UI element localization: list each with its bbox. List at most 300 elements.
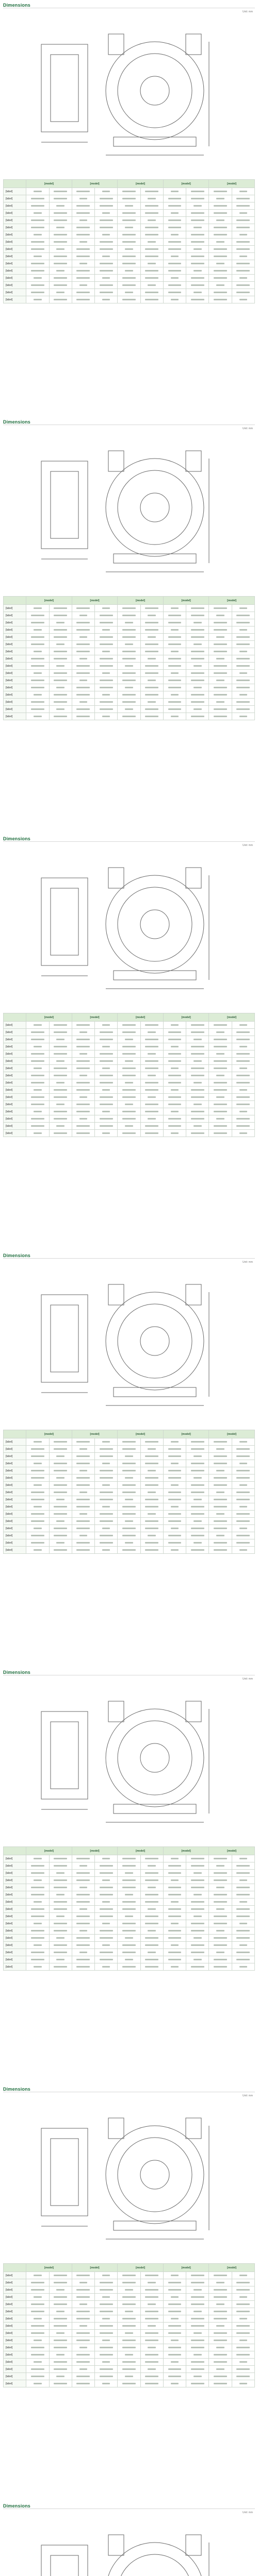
spec-cell [209, 1467, 232, 1475]
spec-cell [118, 2337, 140, 2344]
spec-cell [186, 267, 209, 275]
spec-cell [49, 1935, 72, 1942]
spec-cell [72, 1884, 94, 1891]
unreadable-value-placeholder [31, 1118, 44, 1120]
unreadable-value-placeholder [79, 636, 88, 638]
outlet-port [186, 34, 201, 55]
table-row [4, 2351, 255, 2359]
unreadable-value-placeholder [145, 716, 158, 717]
unreadable-value-placeholder [31, 701, 44, 703]
unreadable-value-placeholder [145, 629, 158, 631]
spec-cell [49, 1058, 72, 1065]
unreadable-value-placeholder [168, 2282, 182, 2283]
spec-cell [209, 1036, 232, 1043]
spec-cell [26, 2308, 49, 2315]
unreadable-value-placeholder [54, 2303, 67, 2305]
spec-cell [186, 2337, 209, 2344]
unreadable-value-placeholder [76, 1499, 90, 1500]
table-row [4, 260, 255, 267]
spec-cell [118, 1460, 140, 1467]
spec-cell [163, 663, 186, 670]
unreadable-value-placeholder [100, 1520, 113, 1522]
spec-cell [118, 1115, 140, 1123]
unreadable-value-placeholder [216, 1492, 224, 1493]
table-row [4, 1050, 255, 1058]
unreadable-value-placeholder [56, 205, 64, 207]
unreadable-value-placeholder [125, 2376, 133, 2377]
impeller-hub-circle [140, 1743, 169, 1772]
unreadable-value-placeholder [239, 2275, 248, 2276]
spec-cell [209, 713, 232, 720]
unreadable-value-placeholder [168, 1031, 182, 1033]
spec-cell [49, 260, 72, 267]
spec-cell [163, 612, 186, 619]
spec-cell [26, 246, 49, 253]
unreadable-value-placeholder [122, 1484, 136, 1486]
unreadable-value-placeholder [122, 629, 136, 631]
unreadable-value-placeholder [239, 2340, 248, 2341]
spec-cell [49, 2380, 72, 2387]
spec-cell [140, 1547, 163, 1554]
row-label: [label] [4, 2380, 26, 2387]
unreadable-value-placeholder [34, 672, 42, 674]
unreadable-value-placeholder [34, 1901, 42, 1903]
unreadable-value-placeholder [168, 270, 182, 272]
unreadable-value-placeholder [54, 1944, 67, 1946]
unreadable-value-placeholder [76, 1528, 90, 1529]
spec-cell [118, 1891, 140, 1899]
spec-cell [49, 1101, 72, 1108]
spec-cell [232, 296, 254, 303]
unreadable-value-placeholder [76, 212, 90, 214]
spec-cell [26, 1101, 49, 1108]
spec-cell [95, 1963, 118, 1971]
spec-cell [72, 202, 94, 210]
unreadable-value-placeholder [56, 2289, 64, 2291]
unreadable-value-placeholder [54, 2340, 67, 2341]
spec-cell [72, 1123, 94, 1130]
unreadable-value-placeholder [31, 2311, 44, 2312]
spec-cell [72, 1438, 94, 1446]
spec-cell [140, 1942, 163, 1949]
spec-cell [209, 231, 232, 239]
row-label: [label] [4, 210, 26, 217]
unreadable-value-placeholder [54, 2318, 67, 2319]
unreadable-value-placeholder [79, 1952, 88, 1953]
spec-cell [26, 1043, 49, 1050]
spec-cell [49, 1949, 72, 1956]
spec-cell [163, 605, 186, 612]
spec-cell [72, 1539, 94, 1547]
table-row [4, 1927, 255, 1935]
unreadable-value-placeholder [171, 1944, 179, 1946]
spec-cell [118, 260, 140, 267]
spec-cell [232, 1862, 254, 1870]
unreadable-value-placeholder [168, 248, 182, 250]
spec-cell [232, 2351, 254, 2359]
spec-cell [72, 1475, 94, 1482]
spec-cell [209, 641, 232, 648]
housing-outer-circle [106, 875, 204, 973]
unreadable-value-placeholder [236, 248, 250, 250]
unit-note: Unit: mm [243, 2094, 253, 2097]
table-row [4, 282, 255, 289]
table-row [4, 1547, 255, 1554]
unreadable-value-placeholder [191, 2347, 204, 2348]
unreadable-value-placeholder [214, 1937, 227, 1939]
unreadable-value-placeholder [214, 2275, 227, 2276]
spec-cell [26, 239, 49, 246]
row-label: [label] [4, 1511, 26, 1518]
unreadable-value-placeholder [191, 1528, 204, 1529]
spec-cell [140, 231, 163, 239]
spec-cell [72, 2323, 94, 2330]
spec-cell [72, 2301, 94, 2308]
spec-cell [26, 1496, 49, 1503]
unreadable-value-placeholder [54, 1865, 67, 1867]
unreadable-value-placeholder [34, 2383, 42, 2384]
unreadable-value-placeholder [214, 191, 227, 192]
unreadable-value-placeholder [168, 1053, 182, 1055]
unreadable-value-placeholder [236, 205, 250, 207]
unreadable-value-placeholder [216, 1470, 224, 1471]
unreadable-value-placeholder [171, 1089, 179, 1091]
unreadable-value-placeholder [191, 1930, 204, 1931]
unreadable-value-placeholder [100, 687, 113, 688]
spec-cell [49, 195, 72, 202]
model-name: [model] [163, 2264, 209, 2272]
spec-cell [118, 1920, 140, 1927]
spec-cell [186, 1453, 209, 1460]
spec-cell [186, 239, 209, 246]
unreadable-value-placeholder [31, 680, 44, 681]
model-name: [model] [26, 1847, 72, 1855]
model-header-row [4, 1013, 255, 1022]
unreadable-value-placeholder [145, 2318, 158, 2319]
spec-cell [49, 1532, 72, 1539]
spec-cell [72, 1496, 94, 1503]
spec-cell [163, 1130, 186, 1137]
unreadable-value-placeholder [148, 219, 156, 221]
unreadable-value-placeholder [122, 716, 136, 717]
spec-cell [232, 1963, 254, 1971]
spec-cell [163, 1518, 186, 1525]
unreadable-value-placeholder [214, 1039, 227, 1040]
spec-cell [72, 1547, 94, 1554]
unreadable-value-placeholder [102, 2361, 110, 2363]
table-row [4, 1475, 255, 1482]
unreadable-value-placeholder [54, 607, 67, 609]
spec-cell [232, 663, 254, 670]
unreadable-value-placeholder [31, 1513, 44, 1515]
unit-note: Unit: mm [243, 1677, 253, 1681]
row-label: [label] [4, 1532, 26, 1539]
unreadable-value-placeholder [145, 212, 158, 214]
unreadable-value-placeholder [191, 1111, 204, 1112]
spec-cell [118, 195, 140, 202]
unreadable-value-placeholder [191, 1470, 204, 1471]
unreadable-value-placeholder [171, 1966, 179, 1968]
unreadable-value-placeholder [236, 1535, 250, 1536]
spec-cell [26, 2286, 49, 2294]
unreadable-value-placeholder [34, 1549, 42, 1551]
unreadable-value-placeholder [34, 1528, 42, 1529]
unreadable-value-placeholder [31, 1082, 44, 1083]
spec-cell [232, 1108, 254, 1115]
housing-outer-circle [106, 2543, 204, 2576]
unreadable-value-placeholder [145, 2376, 158, 2377]
spec-cell [209, 1094, 232, 1101]
table-row [4, 2308, 255, 2315]
spec-cell [163, 260, 186, 267]
spec-cell [209, 1906, 232, 1913]
unreadable-value-placeholder [54, 629, 67, 631]
spec-cell [140, 1511, 163, 1518]
spec-cell [186, 2366, 209, 2373]
spec-cell [26, 253, 49, 260]
spec-cell [186, 670, 209, 677]
unreadable-value-placeholder [102, 1923, 110, 1924]
spec-cell [140, 289, 163, 296]
spec-cell [26, 1503, 49, 1511]
unreadable-value-placeholder [236, 263, 250, 264]
spec-cell [232, 1036, 254, 1043]
spec-cell [118, 1963, 140, 1971]
spec-cell [118, 231, 140, 239]
spec-cell [209, 1525, 232, 1532]
row-label: [label] [4, 1022, 26, 1029]
unreadable-value-placeholder [76, 1858, 90, 1859]
table-row [4, 2337, 255, 2344]
unreadable-value-placeholder [236, 1060, 250, 1062]
unreadable-value-placeholder [122, 615, 136, 616]
row-label: [label] [4, 1130, 26, 1137]
row-label: [label] [4, 1884, 26, 1891]
unreadable-value-placeholder [145, 1463, 158, 1464]
spec-cell [209, 1532, 232, 1539]
spec-cell [72, 1130, 94, 1137]
unreadable-value-placeholder [214, 234, 227, 235]
spec-cell [163, 2308, 186, 2315]
unreadable-value-placeholder [236, 198, 250, 199]
unreadable-value-placeholder [216, 2347, 224, 2348]
spec-cell [140, 1438, 163, 1446]
spec-cell [118, 1022, 140, 1029]
spec-cell [140, 1906, 163, 1913]
unreadable-value-placeholder [191, 2303, 204, 2305]
unreadable-value-placeholder [54, 1031, 67, 1033]
unreadable-value-placeholder [31, 2303, 44, 2305]
spec-cell [163, 239, 186, 246]
unreadable-value-placeholder [54, 636, 67, 638]
unreadable-value-placeholder [122, 2318, 136, 2319]
unreadable-value-placeholder [76, 1959, 90, 1960]
unit-note: Unit: mm [243, 1261, 253, 1264]
spec-cell [95, 677, 118, 684]
unreadable-value-placeholder [214, 1923, 227, 1924]
unreadable-value-placeholder [76, 1024, 90, 1026]
spec-cell [209, 663, 232, 670]
unreadable-value-placeholder [100, 1513, 113, 1515]
row-label: [label] [4, 641, 26, 648]
unreadable-value-placeholder [239, 694, 248, 696]
unreadable-value-placeholder [145, 1937, 158, 1939]
spec-cell [232, 2366, 254, 2373]
spec-cell [49, 202, 72, 210]
spec-cell [186, 699, 209, 706]
spec-cell [163, 619, 186, 626]
spec-cell [163, 634, 186, 641]
unreadable-value-placeholder [31, 636, 44, 638]
spec-cell [163, 231, 186, 239]
spec-cell [209, 691, 232, 699]
unreadable-value-placeholder [31, 1542, 44, 1544]
spec-cell [26, 691, 49, 699]
spec-cell [163, 2380, 186, 2387]
spec-cell [26, 648, 49, 655]
unreadable-value-placeholder [54, 2368, 67, 2370]
spec-cell [118, 1525, 140, 1532]
spec-cell [163, 1043, 186, 1050]
blower-dimension-drawing [36, 2097, 222, 2252]
unreadable-value-placeholder [100, 2311, 113, 2312]
unreadable-value-placeholder [122, 2383, 136, 2384]
unreadable-value-placeholder [31, 2376, 44, 2377]
unreadable-value-placeholder [191, 672, 204, 674]
housing-outer-circle [106, 2126, 204, 2224]
spec-cell [72, 1036, 94, 1043]
row-label: [label] [4, 663, 26, 670]
unreadable-value-placeholder [216, 2325, 224, 2327]
unreadable-value-placeholder [236, 227, 250, 228]
spec-cell [118, 1043, 140, 1050]
unreadable-value-placeholder [216, 1096, 224, 1098]
unreadable-value-placeholder [54, 1096, 67, 1098]
unreadable-value-placeholder [168, 1039, 182, 1040]
side-view-outline [41, 878, 88, 965]
spec-cell [140, 2272, 163, 2279]
unreadable-value-placeholder [239, 1506, 248, 1507]
spec-cell [26, 267, 49, 275]
spec-cell [163, 2373, 186, 2380]
spec-cell [186, 641, 209, 648]
spec-cell [26, 663, 49, 670]
spec-cell [140, 246, 163, 253]
unreadable-value-placeholder [236, 1039, 250, 1040]
unreadable-value-placeholder [79, 2347, 88, 2348]
spec-cell [26, 1058, 49, 1065]
unreadable-value-placeholder [168, 1082, 182, 1083]
unreadable-value-placeholder [145, 1104, 158, 1105]
unreadable-value-placeholder [236, 2282, 250, 2283]
spec-cell [118, 2366, 140, 2373]
spec-cell [118, 641, 140, 648]
unreadable-value-placeholder [125, 1872, 133, 1874]
spec-cell [95, 655, 118, 663]
spec-cell [26, 2279, 49, 2286]
spec-cell [49, 1072, 72, 1079]
section-title: Dimensions [3, 2087, 31, 2092]
spec-cell [140, 2351, 163, 2359]
unreadable-value-placeholder [145, 1089, 158, 1091]
housing-inner-circle [118, 54, 192, 128]
unreadable-value-placeholder [239, 1463, 248, 1464]
model-name: [model] [118, 1847, 164, 1855]
row-label: [label] [4, 670, 26, 677]
spec-cell [49, 1913, 72, 1920]
spec-cell [186, 282, 209, 289]
table-row [4, 670, 255, 677]
unreadable-value-placeholder [100, 1492, 113, 1493]
spec-cell [140, 2337, 163, 2344]
spec-cell [140, 1870, 163, 1877]
unreadable-value-placeholder [168, 2289, 182, 2291]
unreadable-value-placeholder [100, 263, 113, 264]
unreadable-value-placeholder [54, 672, 67, 674]
spec-cell [163, 1855, 186, 1862]
row-label: [label] [4, 231, 26, 239]
unreadable-value-placeholder [214, 2361, 227, 2363]
spec-cell [72, 1956, 94, 1963]
unreadable-value-placeholder [100, 2289, 113, 2291]
spec-cell [163, 1460, 186, 1467]
table-row [4, 1123, 255, 1130]
blower-dimension-drawing [36, 2514, 222, 2576]
row-label: [label] [4, 619, 26, 626]
unreadable-value-placeholder [76, 629, 90, 631]
unreadable-value-placeholder [34, 1944, 42, 1946]
model-name: [model] [72, 1013, 118, 1022]
spec-cell [95, 1503, 118, 1511]
unreadable-value-placeholder [236, 2376, 250, 2377]
unreadable-value-placeholder [54, 1484, 67, 1486]
unreadable-value-placeholder [122, 2275, 136, 2276]
model-header-row [4, 1847, 255, 1855]
unreadable-value-placeholder [171, 1067, 179, 1069]
unreadable-value-placeholder [236, 1894, 250, 1895]
row-label: [label] [4, 706, 26, 713]
unreadable-value-placeholder [31, 1075, 44, 1076]
spec-cell [209, 195, 232, 202]
spec-cell [140, 677, 163, 684]
spec-cell [209, 1870, 232, 1877]
unreadable-value-placeholder [148, 1031, 156, 1033]
outlet-port [186, 868, 201, 888]
table-row [4, 1935, 255, 1942]
spec-cell [186, 1920, 209, 1927]
unreadable-value-placeholder [191, 1075, 204, 1076]
unreadable-value-placeholder [145, 1901, 158, 1903]
unreadable-value-placeholder [34, 2275, 42, 2276]
unreadable-value-placeholder [168, 1513, 182, 1515]
spec-cell [232, 655, 254, 663]
spec-cell [49, 1525, 72, 1532]
unreadable-value-placeholder [214, 1959, 227, 1960]
spec-cell [232, 1482, 254, 1489]
unreadable-value-placeholder [191, 651, 204, 652]
unreadable-value-placeholder [239, 256, 248, 257]
unreadable-value-placeholder [145, 270, 158, 272]
model-name: [model] [26, 1013, 72, 1022]
unreadable-value-placeholder [125, 1894, 133, 1895]
spec-cell [95, 1072, 118, 1079]
row-label: [label] [4, 2301, 26, 2308]
unreadable-value-placeholder [239, 1858, 248, 1859]
spec-cell [118, 2323, 140, 2330]
spec-cell [186, 1518, 209, 1525]
unreadable-value-placeholder [34, 2361, 42, 2363]
spec-cell [49, 2373, 72, 2380]
